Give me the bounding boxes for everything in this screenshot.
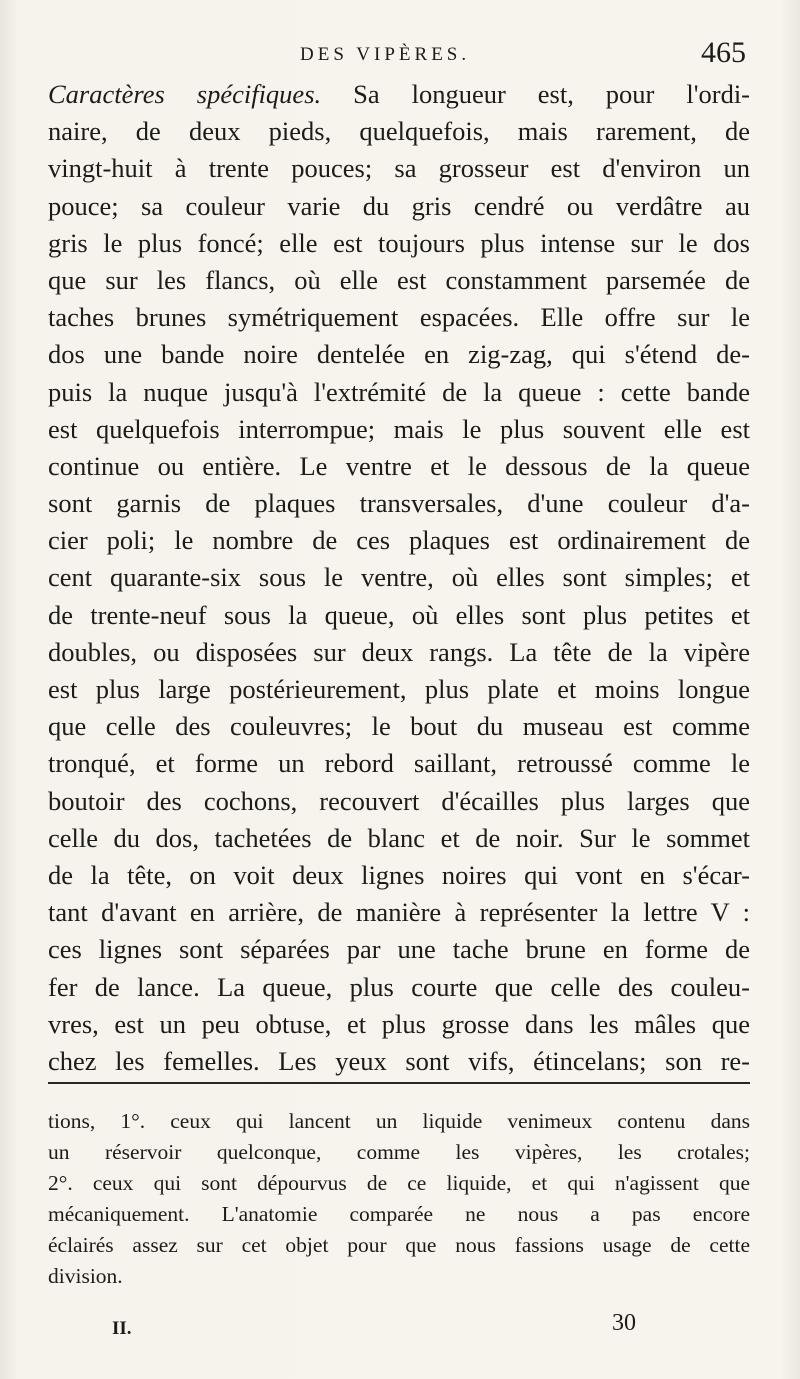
sheet-mark: 30 — [612, 1310, 636, 1336]
text-line: que celle des couleuvres; le bout du museau est comme — [48, 711, 750, 742]
text-line: naire, de deux pieds, quelquefois, mais rarement, de — [48, 116, 750, 147]
text-line: de trente-neuf sous la queue, où elles sont plus petites et — [48, 599, 750, 630]
text-line: boutoir des cochons, recouvert d'écailles plus larges que — [48, 785, 750, 816]
footnote-line: tions, 1°. ceux qui lancent un liquide venimeux contenu dans — [48, 1109, 750, 1133]
text-line: tant d'avant en arrière, de manière à représenter la lettre V : — [48, 897, 750, 928]
text-line — [48, 76, 750, 113]
footnote — [48, 1106, 750, 1292]
text-line: doubles, ou disposées sur deux rangs. La tête de la vipère — [48, 636, 750, 667]
section-lead: Caractères spécifiques. — [48, 79, 322, 109]
text-line: continue ou entière. Le ventre et le dessous de la queue — [48, 450, 750, 481]
running-head: DES VIPÈRES. — [300, 44, 471, 65]
main-text — [48, 76, 750, 1080]
footnote-line: division. — [48, 1264, 123, 1288]
text-line: gris le plus foncé; elle est toujours plus intense sur le dos — [48, 227, 750, 258]
page-header — [46, 36, 746, 76]
page-number: 465 — [701, 36, 746, 69]
text-line: tronqué, et forme un rebord saillant, retroussé comme le — [48, 748, 750, 779]
text-line: fer de lance. La queue, plus courte que celle des couleu- — [48, 971, 750, 1002]
text-line: pouce; sa couleur varie du gris cendré ou verdâtre au — [48, 190, 750, 221]
text-line: vingt-huit à trente pouces; sa grosseur est d'environ un — [48, 153, 750, 184]
text-line: dos une bande noire dentelée en zig-zag, qui s'étend de- — [48, 339, 750, 370]
text-line: puis la nuque jusqu'à l'extrémité de la queue : cette bande — [48, 376, 750, 407]
text-line: chez les femelles. Les yeux sont vifs, étincelans; son re- — [48, 1045, 750, 1076]
footnote-line: mécaniquement. L'anatomie comparée ne nous a pas encore — [48, 1202, 750, 1226]
text-line: celle du dos, tachetées de blanc et de noir. Sur le sommet — [48, 822, 750, 853]
text-line: est plus large postérieurement, plus plate et moins longue — [48, 674, 750, 704]
footnote-divider — [48, 1082, 750, 1084]
footnote-line: 2°. ceux qui sont dépourvus de ce liquide, et qui n'agissent que — [48, 1171, 750, 1195]
text-line: que sur les flancs, où elle est constamment parsemée de — [48, 264, 750, 295]
text-line: sont garnis de plaques transversales, d'une couleur d'a- — [48, 488, 750, 519]
text-line-content: Sa longueur est, pour l'ordi- — [353, 79, 750, 109]
text-line: vres, est un peu obtuse, et plus grosse dans les mâles que — [48, 1008, 750, 1039]
text-line: ces lignes sont séparées par une tache brune en forme de — [48, 934, 750, 965]
footnote-line: éclairés assez sur cet objet pour que nous fassions usage de cette — [48, 1233, 750, 1257]
volume-signature: II. — [112, 1318, 132, 1339]
text-line: cier poli; le nombre de ces plaques est ordinairement de — [48, 525, 750, 556]
text-line: est quelquefois interrompue; mais le plus souvent elle est — [48, 413, 750, 444]
text-line: de la tête, on voit deux lignes noires qui vont en s'écar- — [48, 859, 750, 890]
text-line: taches brunes symétriquement espacées. Elle offre sur le — [48, 302, 750, 333]
text-line: cent quarante-six sous le ventre, où elles sont simples; et — [48, 562, 750, 593]
footnote-line: un réservoir quelconque, comme les vipères, les crotales; — [48, 1140, 750, 1164]
